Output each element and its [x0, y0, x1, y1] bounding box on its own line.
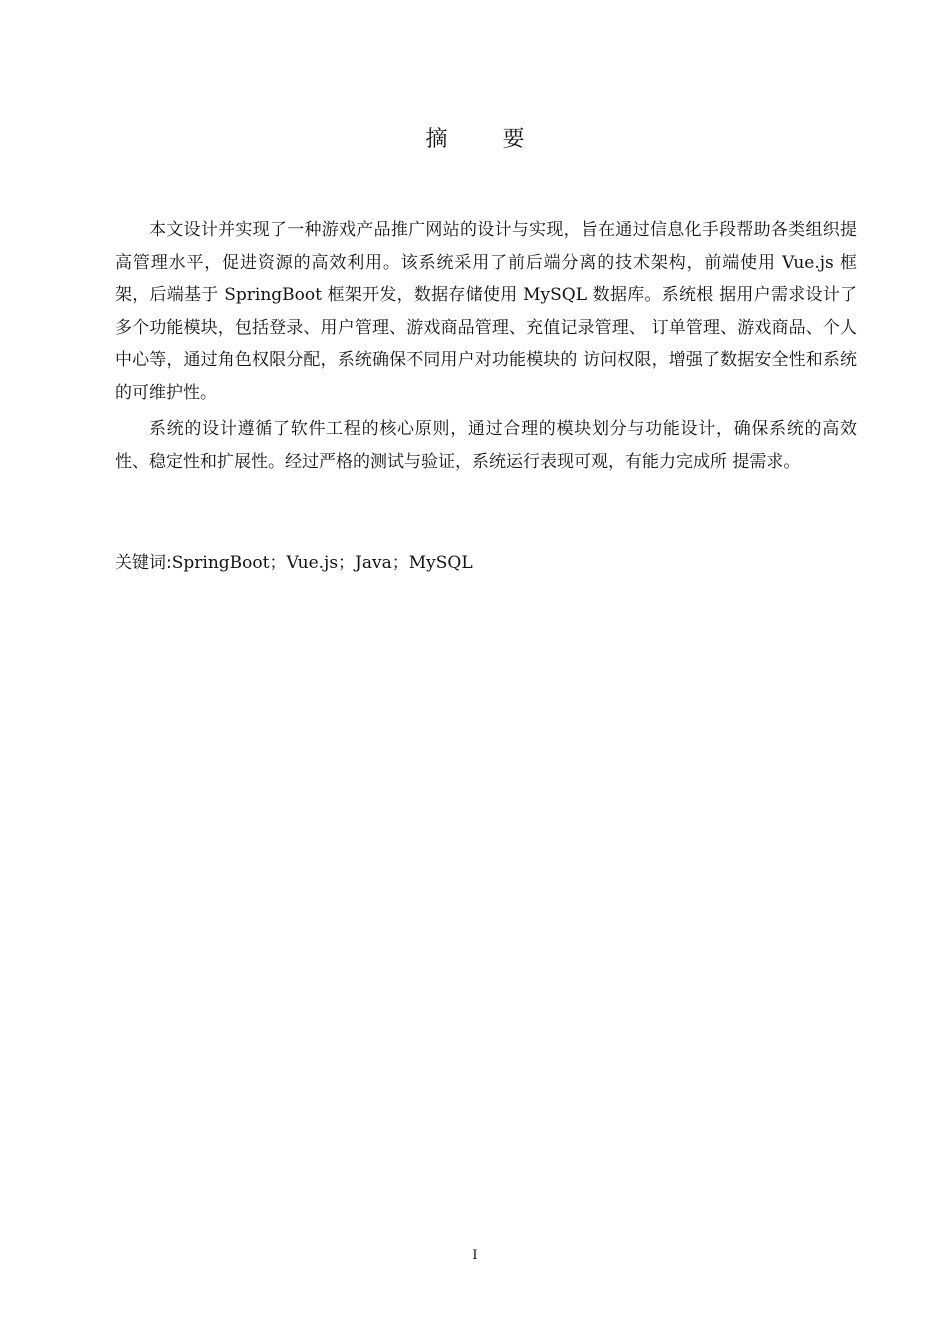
abstract-paragraph-1: [115, 214, 857, 409]
keywords-label: 关键词:: [115, 553, 172, 573]
abstract-title: 摘 要: [425, 127, 549, 152]
keywords-values: SpringBoot；Vue.js；Java；MySQL: [171, 553, 473, 573]
paragraph-text: 本文设计并实现了一种游戏产品推广网站的设计与实现，旨在通过信息化手段帮助各类组织提高管理水平，促进资源的高效利用。该系统采用了前后端分离的技术架构，前端使用 Vue.js 框架，后端基于 SpringBoot 框架开发，数据存储使用 MySQL 数据库。系统根 据用户需求设计了多个功能模块，包括登录、用户管理、游戏商品管理、充值记录管理、 订单管理、游戏商品、个人中心等，通过角色权限分配，系统确保不同用户对功能模块的 访问权限，增强了数据安全性和系统的可维护性。: [115, 220, 857, 403]
paragraph-text: 系统的设计遵循了软件工程的核心原则，通过合理的模块划分与功能设计，确保系统的高效性、稳定性和扩展性。经过严格的测试与验证，系统运行表现可观，有能力完成所 提需求。: [115, 419, 857, 472]
abstract-paragraph-2: [115, 413, 857, 478]
keywords-line: [115, 547, 473, 579]
page-number: I: [472, 1248, 478, 1263]
